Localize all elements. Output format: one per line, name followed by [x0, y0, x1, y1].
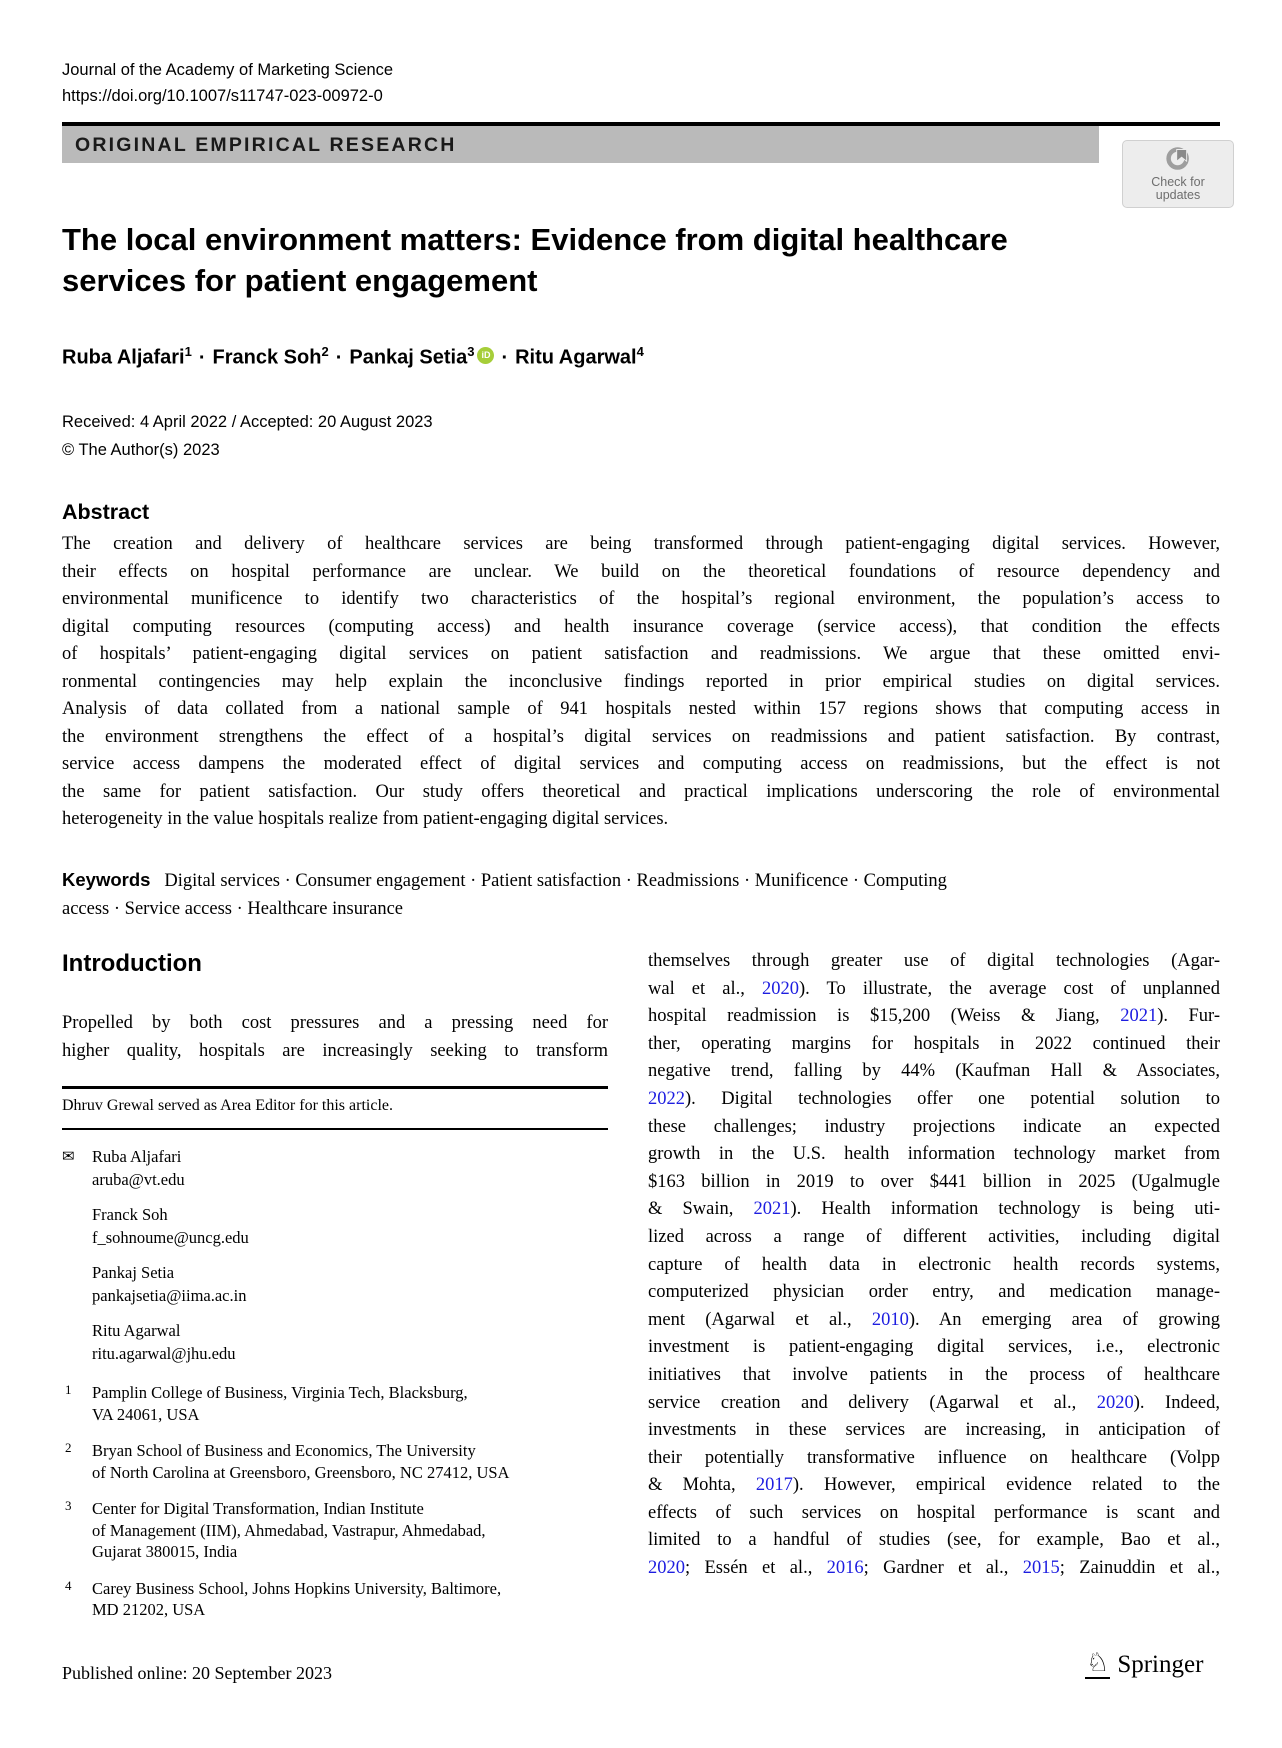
- affiliation-number: 3: [65, 1498, 72, 1513]
- affiliation-line: Bryan School of Business and Economics, The University: [92, 1441, 476, 1460]
- body-text: ). An emerging area of growing: [908, 1309, 1220, 1330]
- introduction-line: [648, 1472, 1220, 1500]
- introduction-line: [648, 1527, 1220, 1555]
- body-text: ). However, empirical evidence related to the: [792, 1475, 1220, 1496]
- correspondence-entry: [62, 1146, 608, 1191]
- abstract-line: digital computing resources (computing access) and health insurance coverage (service access), that condition the effects: [62, 616, 1220, 637]
- body-text: ). Indeed,: [1133, 1392, 1220, 1413]
- doi-text: https://doi.org/10.1007/s11747-023-00972-0: [62, 87, 383, 105]
- citation-link[interactable]: 2021: [753, 1199, 791, 1220]
- correspondence-author-email: f_sohnoume@uncg.edu: [92, 1227, 249, 1247]
- correspondence-entry: [62, 1262, 608, 1307]
- springer-horse-icon: ♘: [1086, 1648, 1110, 1678]
- abstract-line: their effects on hospital performance are unclear. We build on the theoretical foundations of resource dependency and: [62, 561, 1220, 582]
- check-for-updates-icon: [1165, 145, 1192, 172]
- citation-link[interactable]: 2015: [1022, 1558, 1060, 1579]
- body-text: ). Fur-: [1157, 1006, 1221, 1027]
- introduction-line: [648, 1196, 1220, 1224]
- introduction-line: [648, 1390, 1220, 1418]
- citation-link[interactable]: 2016: [826, 1558, 864, 1579]
- correspondence-author-name: Franck Soh: [92, 1205, 168, 1224]
- body-text: service creation and delivery (Agarwal et al.,: [648, 1392, 1097, 1413]
- correspondence-block: [62, 1146, 608, 1378]
- springer-logo: [1085, 1650, 1203, 1679]
- introduction-line: higher quality, hospitals are increasingly seeking to transform: [62, 1040, 608, 1061]
- body-text: $163 billion in 2019 to over $441 billion in 2025 (Ugalmugle: [648, 1171, 1220, 1192]
- author-separator: ·: [198, 346, 206, 369]
- introduction-paragraph-left: [62, 1010, 608, 1065]
- author-separator: ·: [501, 346, 509, 369]
- body-text: ; Zainuddin et al.,: [1059, 1558, 1220, 1579]
- author-name: Ritu Agarwal: [515, 346, 637, 369]
- body-text: ). Health information technology is being uti-: [790, 1199, 1221, 1220]
- journal-header: [62, 57, 393, 109]
- citation-link[interactable]: 2022: [648, 1088, 685, 1109]
- affiliation-line: VA 24061, USA: [92, 1404, 200, 1424]
- affiliation-entry: [62, 1440, 608, 1483]
- footnote-rule-top: [62, 1086, 608, 1089]
- body-text: themselves through greater use of digital technologies (Agar-: [648, 951, 1220, 971]
- affiliation-entry: [62, 1382, 608, 1425]
- springer-wordmark: Springer: [1117, 1650, 1204, 1678]
- body-text: & Mohta,: [648, 1475, 756, 1496]
- author-affiliation-number: 2: [321, 344, 329, 359]
- affiliation-line: MD 21202, USA: [92, 1600, 206, 1619]
- badge-text-line2: updates: [1155, 188, 1201, 202]
- abstract-line: Analysis of data collated from a national sample of 941 hospitals nested within 157 regions shows that computing access in: [62, 699, 1220, 719]
- citation-link[interactable]: 2020: [1096, 1392, 1134, 1413]
- introduction-line: [648, 1003, 1220, 1031]
- correspondence-author-name: Ritu Agarwal: [92, 1321, 181, 1340]
- body-text: investment is patient-engaging digital services, i.e., electronic: [648, 1337, 1220, 1358]
- keywords-label: Keywords: [62, 869, 151, 890]
- correspondence-author-email: pankajsetia@iima.ac.in: [92, 1285, 247, 1305]
- check-for-updates-badge[interactable]: [1122, 140, 1234, 208]
- correspondence-author-name: Ruba Aljafari: [92, 1147, 182, 1166]
- body-text: ). Digital technologies offer one potential solution to: [685, 1088, 1220, 1109]
- abstract-line: service access dampens the moderated effect of digital services and computing access on readmissions, but the effect is not: [62, 754, 1220, 774]
- author-affiliation-number: 1: [184, 344, 192, 359]
- introduction-line: [648, 976, 1220, 1004]
- envelope-icon: ✉: [62, 1147, 75, 1165]
- introduction-line: [648, 1279, 1220, 1307]
- affiliation-number: 2: [65, 1440, 72, 1455]
- body-text: ; Essén et al.,: [685, 1558, 827, 1579]
- orcid-icon[interactable]: iD: [477, 347, 494, 364]
- author-affiliation-number: 3: [467, 344, 475, 359]
- citation-link[interactable]: 2010: [871, 1309, 909, 1330]
- abstract-line: environmental munificence to identify two characteristics of the hospital’s regional environment, the population’s access to: [62, 589, 1220, 609]
- affiliation-line: of North Carolina at Greensboro, Greensboro, NC 27412, USA: [92, 1462, 510, 1482]
- abstract-line: heterogeneity in the value hospitals realize from patient-engaging digital services.: [62, 809, 669, 829]
- keywords-items-2: access · Service access · Healthcare insurance: [62, 898, 404, 919]
- introduction-paragraph-right: [648, 948, 1220, 1583]
- affiliation-line: Gujarat 380015, India: [92, 1542, 238, 1561]
- body-text: initiatives that involve patients in the process of healthcare: [648, 1364, 1220, 1385]
- body-text: limited to a handful of studies (see, for example, Bao et al.,: [648, 1530, 1220, 1551]
- author-list: [62, 344, 644, 370]
- body-text: these challenges; industry projections indicate an expected: [648, 1116, 1220, 1137]
- body-text: computerized physician order entry, and medication manage-: [648, 1282, 1220, 1303]
- introduction-line: Propelled by both cost pressures and a pressing need for: [62, 1013, 608, 1033]
- abstract-line: the same for patient satisfaction. Our study offers theoretical and practical implications underscoring the role of environmental: [62, 781, 1220, 802]
- citation-link[interactable]: 2020: [648, 1558, 685, 1579]
- body-text: negative trend, falling by 44% (Kaufman Hall & Associates,: [648, 1061, 1220, 1082]
- received-accepted: Received: 4 April 2022 / Accepted: 20 August 2023: [62, 413, 433, 431]
- introduction-line: [648, 1307, 1220, 1335]
- introduction-line: [648, 1169, 1220, 1197]
- affiliation-number: 4: [65, 1577, 72, 1593]
- body-text: effects of such services on hospital performance is scant and: [648, 1502, 1220, 1523]
- author-name: Ruba Aljafari: [62, 346, 185, 369]
- introduction-line: [648, 1114, 1220, 1142]
- correspondence-author-email: ritu.agarwal@jhu.edu: [92, 1343, 236, 1363]
- badge-text-line1: Check for: [1151, 174, 1205, 189]
- body-text: & Swain,: [648, 1199, 754, 1220]
- body-text: lized across a range of different activities, including digital: [648, 1226, 1220, 1247]
- published-online: Published online: 20 September 2023: [62, 1663, 332, 1683]
- journal-name: Journal of the Academy of Marketing Science: [62, 61, 394, 79]
- abstract-line: of hospitals’ patient-engaging digital services on patient satisfaction and readmissions. We argue that these omitted envi-: [62, 644, 1220, 664]
- introduction-line: [648, 1058, 1220, 1086]
- introduction-heading: Introduction: [62, 950, 202, 977]
- introduction-line: [648, 1086, 1220, 1114]
- area-editor-note: Dhruv Grewal served as Area Editor for this article.: [62, 1097, 393, 1114]
- keywords-line1: [62, 866, 1220, 896]
- body-text: investments in these services are increasing, in anticipation of: [648, 1420, 1220, 1441]
- author-name: Franck Soh: [212, 346, 322, 369]
- introduction-line: [648, 1141, 1220, 1169]
- keywords-items-1: Digital services · Consumer engagement · Patient satisfaction · Readmissions · Munificence · Computing: [164, 871, 947, 891]
- body-text: wal et al.,: [648, 978, 762, 999]
- abstract-text: [62, 531, 1220, 834]
- introduction-line: [648, 1362, 1220, 1390]
- affiliation-number: 1: [65, 1382, 72, 1397]
- abstract-line: the environment strengthens the effect of a hospital’s digital services on readmissions and patient satisfaction. By contrast,: [62, 726, 1220, 747]
- introduction-line: [648, 1334, 1220, 1362]
- affiliation-entry: [62, 1578, 608, 1621]
- author-separator: ·: [335, 346, 343, 369]
- copyright-line: © The Author(s) 2023: [62, 440, 220, 459]
- abstract-line: The creation and delivery of healthcare services are being transformed through patient-engaging digital services. However,: [62, 534, 1220, 554]
- citation-link[interactable]: 2021: [1120, 1006, 1158, 1027]
- body-text: ther, operating margins for hospitals in 2022 continued their: [648, 1033, 1220, 1054]
- introduction-line: [648, 1445, 1220, 1473]
- body-text: ment (Agarwal et al.,: [648, 1309, 872, 1330]
- author-affiliation-number: 4: [636, 344, 644, 359]
- correspondence-entry: [62, 1320, 608, 1365]
- affiliation-line: of Management (IIM), Ahmedabad, Vastrapur, Ahmedabad,: [92, 1520, 486, 1540]
- article-title-line: The local environment matters: Evidence from digital healthcare: [62, 222, 1008, 257]
- correspondence-author-email: aruba@vt.edu: [92, 1169, 185, 1189]
- affiliation-line: Carey Business School, Johns Hopkins University, Baltimore,: [92, 1578, 502, 1598]
- citation-link[interactable]: 2017: [755, 1475, 793, 1496]
- article-title-line: services for patient engagement: [62, 263, 538, 298]
- article-title: [62, 219, 1202, 301]
- body-text: ; Gardner et al.,: [863, 1558, 1023, 1579]
- abstract-line: ronmental contingencies may help explain the inconclusive findings reported in prior empirical studies on digital services.: [62, 671, 1220, 692]
- body-text: their potentially transformative influence on healthcare (Volpp: [648, 1447, 1220, 1468]
- body-text: capture of health data in electronic health records systems,: [648, 1254, 1220, 1275]
- introduction-line: [648, 1500, 1220, 1528]
- citation-link[interactable]: 2020: [761, 978, 799, 999]
- body-text: hospital readmission is $15,200 (Weiss & Jiang,: [648, 1006, 1121, 1027]
- author-name: Pankaj Setia: [349, 346, 468, 369]
- affiliations-block: [62, 1382, 608, 1636]
- affiliation-entry: [62, 1498, 608, 1563]
- dates-block: [62, 409, 433, 464]
- abstract-heading: Abstract: [62, 500, 150, 524]
- introduction-line: [648, 1417, 1220, 1445]
- keywords-block: [62, 866, 1220, 923]
- introduction-line: [648, 1252, 1220, 1280]
- introduction-line: [648, 1031, 1220, 1059]
- body-text: growth in the U.S. health information technology market from: [648, 1144, 1220, 1165]
- affiliation-line: Pamplin College of Business, Virginia Tech, Blacksburg,: [92, 1383, 468, 1402]
- introduction-line: [648, 948, 1220, 976]
- correspondence-entry: [62, 1204, 608, 1249]
- body-text: ). To illustrate, the average cost of unplanned: [798, 978, 1220, 999]
- introduction-line: [648, 1555, 1220, 1583]
- correspondence-author-name: Pankaj Setia: [92, 1263, 175, 1282]
- article-type-banner: ORIGINAL EMPIRICAL RESEARCH: [62, 126, 1099, 163]
- affiliation-line: Center for Digital Transformation, Indian Institute: [92, 1499, 424, 1518]
- introduction-line: [648, 1224, 1220, 1252]
- footnote-rule-bottom: [62, 1128, 608, 1130]
